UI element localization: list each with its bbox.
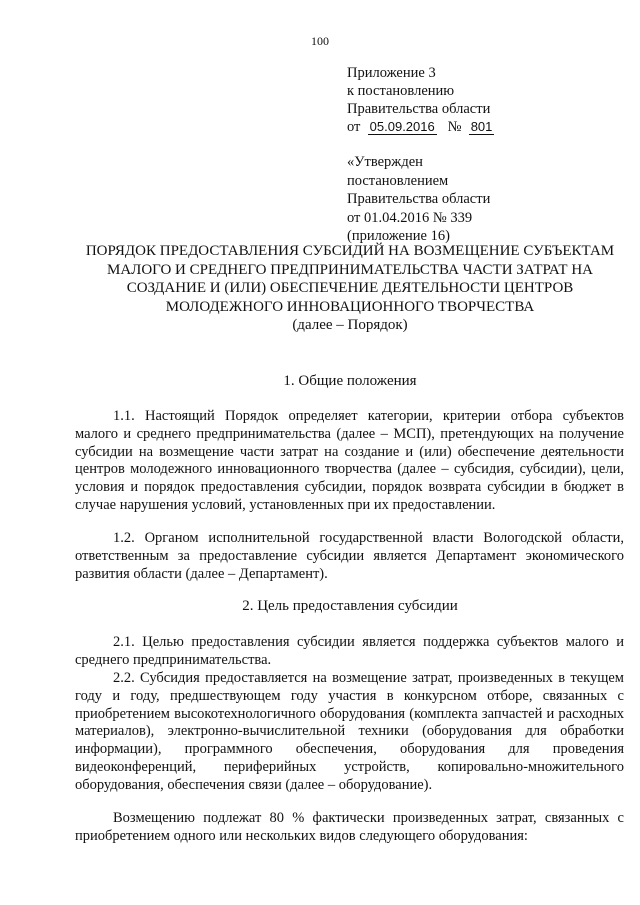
resolution-date: 05.09.2016 [369, 119, 435, 134]
approved-line: от 01.04.2016 № 339 [347, 209, 473, 226]
appendix-line: Приложение 3 [347, 65, 436, 81]
title-note: (далее – Порядок) [292, 317, 408, 333]
section-1-heading: 1. Общие положения [283, 373, 417, 389]
approved-line: «Утвержден [347, 154, 423, 170]
paragraph-2-1: 2.1. Целью предоставления субсидии является поддержка субъектов малого и среднего предпринимательства. [75, 634, 624, 668]
paragraph-1-2: 1.2. Органом исполнительной государственной власти Вологодской области, ответственным за предоставление субсидии является Департамент экономического развития области (далее – Департамент). [75, 530, 624, 582]
title-line: СОЗДАНИЕ И (ИЛИ) ОБЕСПЕЧЕНИЕ ДЕЯТЕЛЬНОСТИ ЦЕНТРОВ [126, 280, 574, 296]
title-line: МОЛОДЕЖНОГО ИННОВАЦИОННОГО ТВОРЧЕСТВА [165, 298, 535, 315]
resolution-number: 801 [470, 119, 493, 134]
paragraph-1-1: 1.1. Настоящий Порядок определяет категории, критерии отбора субъектов малого и среднего предпринимательства (далее – МСП), претендующих на получение субсидии на возмещение части затрат на создание и (или) обеспечение деятельности центров молодежного инновационного творчества (далее – субсидия, субсидии), цели, условия и порядок предоставления субсидии, порядок возврата субсидии в бюджет в случае нарушения условий, установленных при их предоставлении. [75, 408, 624, 513]
paragraph-2-3: Возмещению подлежат 80 % фактически произведенных затрат, связанных с приобретением одного или нескольких видов следующего оборудования: [75, 810, 624, 844]
title-line: ПОРЯДОК ПРЕДОСТАВЛЕНИЯ СУБСИДИЙ НА ВОЗМЕЩЕНИЕ СУБЪЕКТАМ [85, 243, 615, 259]
appendix-block [347, 64, 494, 136]
approved-line: постановлением [347, 172, 449, 189]
number-prefix: № [447, 119, 462, 135]
section-2-heading: 2. Цель предоставления субсидии [242, 598, 458, 614]
title-line: МАЛОГО И СРЕДНЕГО ПРЕДПРИНИМАТЕЛЬСТВА ЧАСТИ ЗАТРАТ НА [107, 261, 593, 278]
document-title [60, 242, 640, 335]
paragraph-2-2: 2.2. Субсидия предоставляется на возмещение затрат, произведенных в текущем году и году, предшествующем году участия в конкурсном отборе, связанных с приобретением высокотехнологичного оборудования (комплекта запчастей и расходных материалов), электронно-вычислительной техники (оборудования для обработки информации), программного обеспечения, оборудования для проведения видеоконференций, периферийных устройств, копировально-множительного оборудования, обеспечения связи (далее – оборудование). [75, 670, 624, 793]
page-number: 100 [311, 34, 329, 48]
approved-block [347, 153, 490, 246]
appendix-date-line [347, 118, 494, 136]
approved-line: (приложение 16) [347, 228, 450, 244]
approved-line: Правительства области [347, 191, 491, 207]
appendix-line: к постановлению [347, 83, 455, 99]
appendix-line: Правительства области [347, 101, 491, 117]
date-prefix: от [347, 119, 361, 135]
